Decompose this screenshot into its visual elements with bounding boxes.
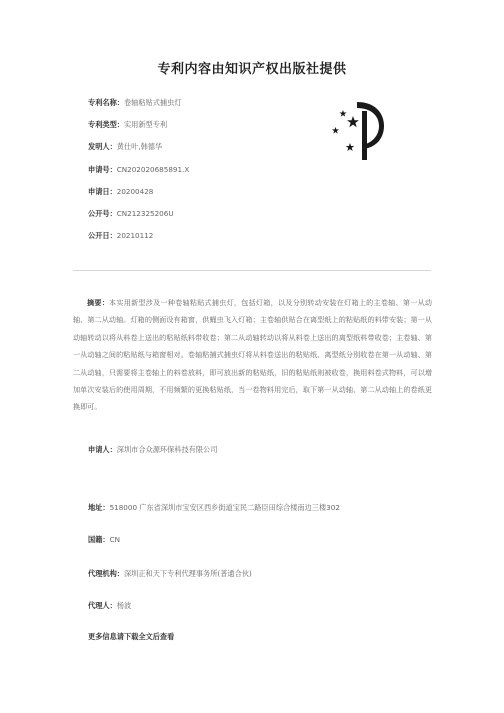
meta-row-publication-number [88,209,189,231]
info-label: 国籍： [88,535,110,544]
info-label: 代理机构： [88,569,124,578]
more-info-text: 更多信息请下载全文后查看 [88,632,175,641]
info-label: 代理人： [88,601,117,610]
meta-value: 黄仕叶,韩德华 [116,142,163,152]
info-value: 杨波 [116,601,132,610]
meta-value: 20200428 [116,186,154,196]
abstract-text: 本实用新型涉及一种卷轴粘贴式捕虫灯，包括灯箱，以及分别转动安装在灯箱上的主卷轴、第一从动轴、第二从动轴。灯箱的侧面设有箱窗，供蝇虫飞入灯箱；主卷轴供贴合在离型纸上的粘贴纸的料带安装；第一从动轴转动以将从料卷上送出的粘贴纸料带收卷；第二从动轴转动以将从料卷上送出的离型纸料带收卷；主卷轴、第一从动轴之间的粘贴纸与箱窗相对。卷轴粘捕式捕虫灯将从料卷送出的粘贴纸、离型纸分别收卷在第一从动轴、第二从动轴，只需要将主卷轴上的料卷放料，即可放出新的粘贴纸，旧的粘贴纸则被收卷，换用料卷式物料，可以增加单次安装后的使用周期，不用频繁的更换粘贴纸，当一卷物料用完后，取下第一从动轴、第二从动轴上的卷纸更换即可。 [73,298,433,412]
section-divider [73,270,431,271]
meta-value: CN212325206U [116,208,174,218]
info-value: CN [109,535,120,544]
meta-value: 实用新型专利 [123,120,168,130]
info-value: 深圳市合众源环保科技有限公司 [116,445,218,454]
patent-office-emblem-icon [326,100,386,162]
meta-row-application-date [88,187,189,209]
meta-row-type [88,120,189,142]
meta-label: 申请日： [88,186,117,196]
meta-value: 卷轴粘贴式捕虫灯 [123,98,182,107]
meta-label: 公开号： [88,208,117,218]
patent-meta-list [88,98,189,253]
info-label: 申请人： [88,445,117,454]
large-star-icon [347,116,359,127]
meta-value: CN202020685891.X [116,164,190,174]
meta-label: 专利类型： [88,120,124,130]
star-icon [332,127,339,134]
info-value: 深圳正和天下专利代理事务所(普通合伙) [123,569,252,578]
info-value: 518000 广东省深圳市宝安区西乡街道宝民二路臣田综合楼南边三楼302 [109,503,340,512]
more-info-link[interactable] [88,632,174,642]
info-label: 地址： [88,503,110,512]
meta-label: 公开日： [88,231,117,241]
emblem-stroke-icon [362,111,367,160]
meta-row-publication-date [88,231,189,253]
info-row-address [88,503,340,513]
abstract-paragraph [73,294,432,416]
meta-label: 发明人： [88,142,117,152]
meta-label: 申请号： [88,164,117,174]
meta-row-inventor [88,142,189,164]
meta-value: 20210112 [116,231,154,241]
meta-row-application-number [88,165,189,187]
info-row-applicant [88,445,217,455]
star-icon [339,110,346,117]
info-row-agent [88,601,131,611]
meta-label: 专利名称： [88,98,124,107]
info-row-agency [88,569,252,579]
emblem-arc-icon [357,102,384,149]
page-title: 专利内容由知识产权出版社提供 [157,62,347,77]
abstract-label: 摘要： [87,298,110,307]
info-row-nationality [88,535,120,545]
meta-row-name [88,98,189,120]
star-icon [346,143,355,151]
